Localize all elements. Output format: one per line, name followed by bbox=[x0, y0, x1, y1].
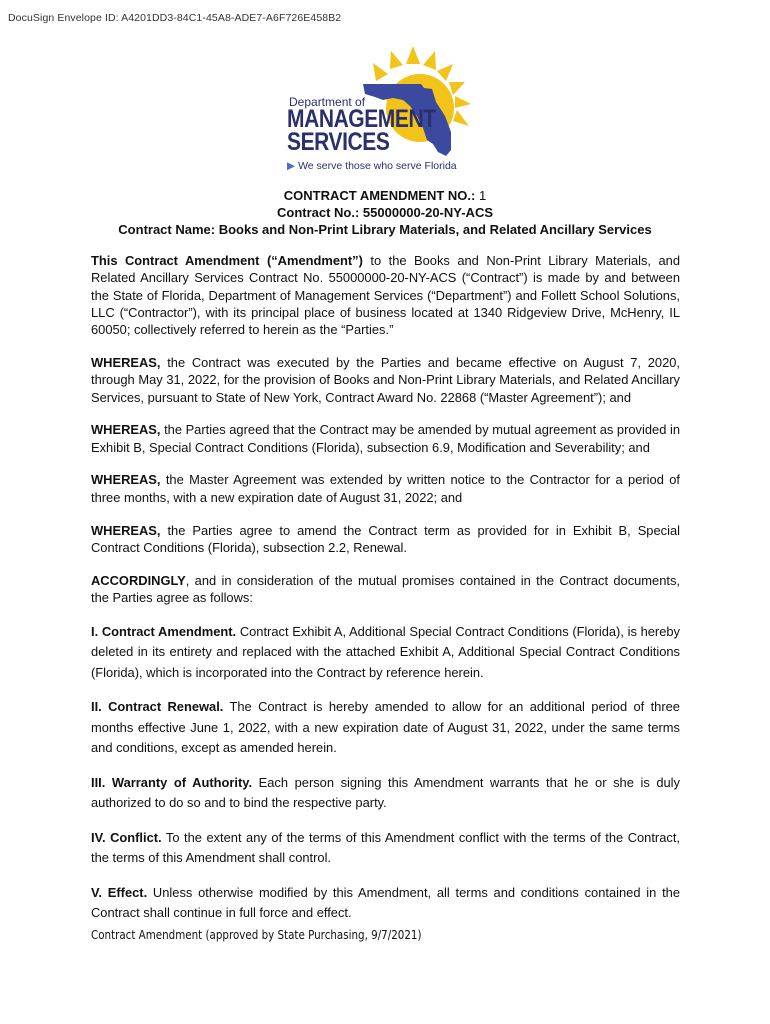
section-text: Contract Exhibit A, Additional Special Contract Conditions (Florida), is hereby deleted in its entirety and replaced with the attached Exhibit A, Additional Special Contract Conditions (Florida), which is incorporated into the Contract by reference herein. bbox=[91, 623, 681, 680]
paragraph-lead: WHEREAS, bbox=[91, 422, 161, 438]
paragraph-lead: ACCORDINGLY bbox=[91, 572, 186, 588]
dms-logo bbox=[283, 42, 483, 174]
section-lead: IV. Conflict. bbox=[91, 829, 162, 845]
section-contract-amendment bbox=[91, 622, 680, 684]
logo-management: MANAGEMENT bbox=[287, 105, 436, 133]
paragraph-text: the Parties agreed that the Contract may be amended by mutual agreement as provided in Exhibit B, Special Contract Conditions (Florida), subsection 6.9, Modification and Severability; and bbox=[91, 422, 680, 455]
section-effect bbox=[91, 883, 680, 924]
document-body bbox=[91, 252, 680, 938]
play-triangle-icon: ▶ bbox=[287, 160, 296, 172]
paragraph-text: the Contract was executed by the Parties and became effective on August 7, 2020, through May 31, 2022, for the provision of Books and Non-Print Library Materials, and Related Ancillary Services, pursuant to State of New York, Contract Award No. 22868 (“Master Agreement”); and bbox=[91, 354, 680, 405]
amendment-number-line bbox=[0, 187, 770, 204]
section-text: Each person signing this Amendment warrants that he or she is duly authorized to do so and to bind the respective party. bbox=[91, 774, 680, 811]
whereas-paragraph bbox=[91, 421, 680, 456]
amendment-number: 1 bbox=[479, 188, 487, 203]
intro-paragraph bbox=[91, 252, 680, 338]
paragraph-lead: This Contract Amendment (“Amendment”) bbox=[91, 253, 363, 268]
logo-services: SERVICES bbox=[287, 128, 390, 156]
logo-tagline-text: We serve those who serve Florida bbox=[298, 160, 457, 172]
whereas-paragraph bbox=[91, 354, 680, 406]
paragraph-text: the Parties agree to amend the Contract term as provided for in Exhibit B, Special Contract Conditions (Florida), subsection 2.2, Renewal. bbox=[91, 522, 680, 555]
paragraph-text: the Master Agreement was extended by written notice to the Contractor for a period of three months, with a new expiration date of August 31, 2022; and bbox=[91, 472, 680, 505]
section-warranty-of-authority bbox=[91, 773, 680, 814]
paragraph-lead: WHEREAS, bbox=[91, 472, 161, 488]
page-footer: Contract Amendment (approved by State Purchasing, 9/7/2021) bbox=[91, 928, 422, 942]
whereas-paragraph bbox=[91, 471, 680, 506]
paragraph-text: to the Books and Non-Print Library Materials, and Related Ancillary Services Contract No. 55000000-20-NY-ACS (“Contract”) is made by and between the State of Florida, Department of Management Services (“Department”) and Follett School Solutions, LLC (“Contractor”), with its principal place of business located at 1340 Ridgeview Drive, McHenry, IL 60050; collectively referred to herein as the “Parties.” bbox=[91, 253, 681, 338]
section-text: The Contract is hereby amended to allow for an additional period of three months effective June 1, 2022, with a new expiration date of August 31, 2022, under the same terms and conditions, except as amended herein. bbox=[91, 699, 680, 756]
docusign-envelope-id: DocuSign Envelope ID: A4201DD3-84C1-45A8-ADE7-A6F726E458B2 bbox=[8, 12, 342, 24]
section-contract-renewal bbox=[91, 697, 680, 759]
section-lead: I. Contract Amendment. bbox=[91, 623, 237, 639]
accordingly-paragraph bbox=[91, 572, 680, 607]
paragraph-lead: WHEREAS, bbox=[91, 522, 161, 538]
logo-department-of: Department of bbox=[289, 95, 366, 109]
contract-name: Contract Name: Books and Non-Print Library Materials, and Related Ancillary Services bbox=[118, 222, 652, 237]
section-lead: II. Contract Renewal. bbox=[91, 699, 224, 715]
logo-tagline bbox=[287, 160, 457, 172]
section-text: Unless otherwise modified by this Amendment, all terms and conditions contained in the Contract shall continue in full force and effect. bbox=[91, 884, 680, 921]
paragraph-lead: WHEREAS, bbox=[91, 354, 161, 370]
paragraph-text: , and in consideration of the mutual promises contained in the Contract documents, the Parties agree as follows: bbox=[91, 572, 680, 605]
section-conflict bbox=[91, 828, 680, 869]
document-heading bbox=[0, 187, 770, 238]
whereas-paragraph bbox=[91, 522, 680, 557]
contract-number: Contract No.: 55000000-20-NY-ACS bbox=[276, 205, 494, 220]
amendment-label: CONTRACT AMENDMENT NO.: bbox=[283, 188, 476, 203]
section-text: To the extent any of the terms of this Amendment conflict with the terms of the Contract, the terms of this Amendment shall control. bbox=[91, 829, 680, 866]
section-lead: III. Warranty of Authority. bbox=[91, 774, 253, 790]
section-lead: V. Effect. bbox=[91, 884, 148, 900]
